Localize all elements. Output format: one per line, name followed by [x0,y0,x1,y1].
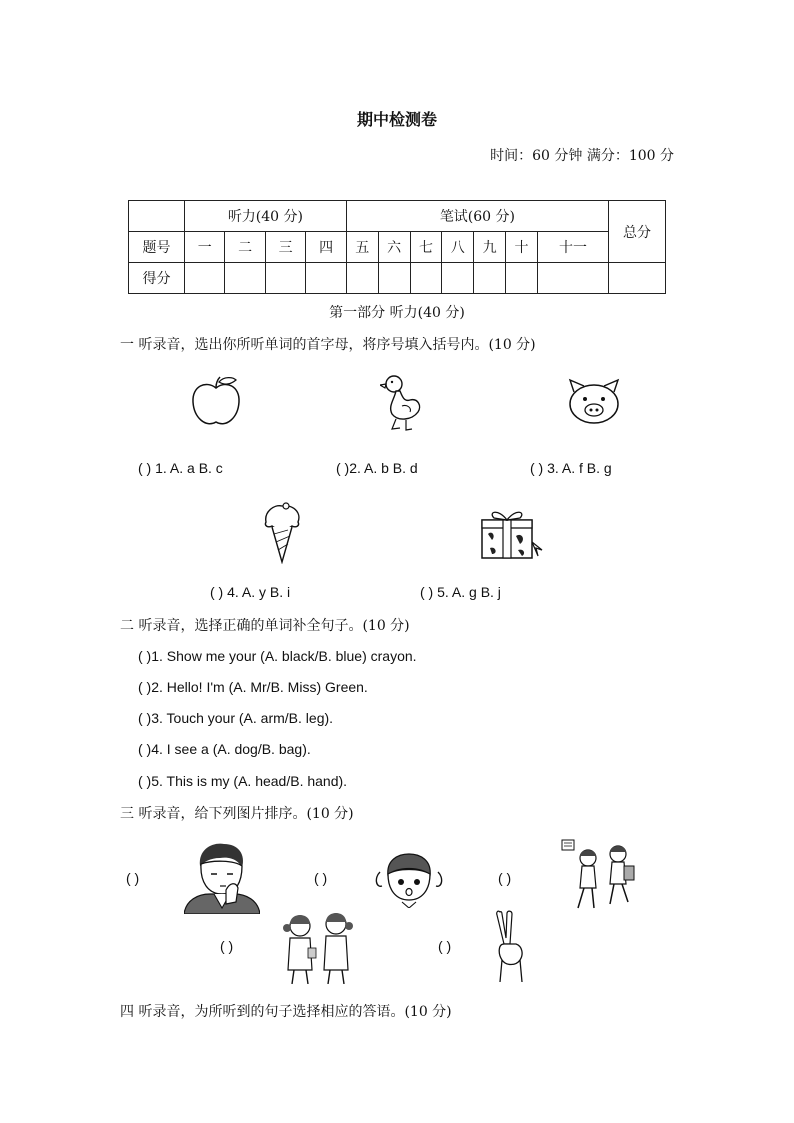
listening-header: 听力(40 分) [185,201,347,232]
s1-item-3: ( ) 3. A. f B. g [530,460,612,476]
s2-item-2: ( )2. Hello! I'm (A. Mr/B. Miss) Green. [138,679,368,695]
s2-item-3: ( )3. Touch your (A. arm/B. leg). [138,710,334,726]
q-num: 二 [225,232,265,263]
score-cell[interactable] [265,263,305,294]
s1-item-1: ( ) 1. A. a B. c [138,460,223,476]
score-cell[interactable] [609,263,666,294]
score-cell[interactable] [346,263,378,294]
man-thinking-icon [184,842,260,914]
girl-surprised-icon [374,852,444,908]
section3-heading: 三 听录音，给下列图片排序。(10 分) [120,806,354,822]
s3-paren-2: ( ) [314,870,328,886]
page-title: 期中检测卷 [356,110,437,129]
section4-heading: 四 听录音，为所听到的句子选择相应的答语。(10 分) [120,1004,452,1020]
section2-heading: 二 听录音，选择正确的单词补全句子。(10 分) [120,618,410,634]
score-cell[interactable] [378,263,410,294]
duck-icon [380,372,424,434]
part1-title: 第一部分 听力(40 分) [329,305,465,321]
time-label: 时间：60 分钟 满分：100 分 [490,148,674,164]
q-num: 五 [346,232,378,263]
q-num: 四 [306,232,346,263]
s1-item-5: ( ) 5. A. g B. j [420,584,501,600]
q-num: 六 [378,232,410,263]
q-num: 九 [474,232,506,263]
gift-icon [478,506,546,560]
two-girls-icon [278,910,360,984]
score-cell[interactable] [474,263,506,294]
score-table [128,200,666,294]
score-cell[interactable] [185,263,225,294]
s1-item-2: ( )2. A. b B. d [336,460,418,476]
q-num: 三 [265,232,305,263]
score-cell[interactable] [506,263,538,294]
section1-heading: 一 听录音，选出你所听单词的首字母，将序号填入括号内。(10 分) [120,337,536,353]
question-row-label: 题号 [129,232,185,263]
q-num: 一 [185,232,225,263]
s3-paren-3: ( ) [498,870,512,886]
s2-item-4: ( )4. I see a (A. dog/B. bag). [138,741,311,757]
score-cell[interactable] [442,263,474,294]
ice-cream-icon [260,502,304,564]
s1-item-4: ( ) 4. A. y B. i [210,584,291,600]
score-cell[interactable] [538,263,609,294]
q-num: 十 [506,232,538,263]
score-cell[interactable] [410,263,442,294]
corner-cell [129,201,185,232]
score-cell[interactable] [225,263,265,294]
children-walking-icon [560,836,640,914]
s2-item-5: ( )5. This is my (A. head/B. hand). [138,773,348,789]
q-num: 十一 [538,232,609,263]
q-num: 七 [410,232,442,263]
q-num: 八 [442,232,474,263]
score-cell[interactable] [306,263,346,294]
total-header: 总分 [609,201,666,263]
s3-paren-4: ( ) [220,938,234,954]
score-row-label: 得分 [129,263,185,294]
pig-icon [566,378,622,426]
writing-header: 笔试(60 分) [346,201,608,232]
victory-hand-icon [494,908,526,982]
apple-icon [188,374,244,430]
exam-meta [490,145,674,165]
s3-paren-5: ( ) [438,938,452,954]
s2-item-1: ( )1. Show me your (A. black/B. blue) crayon. [138,648,417,664]
s3-paren-1: ( ) [126,870,140,886]
